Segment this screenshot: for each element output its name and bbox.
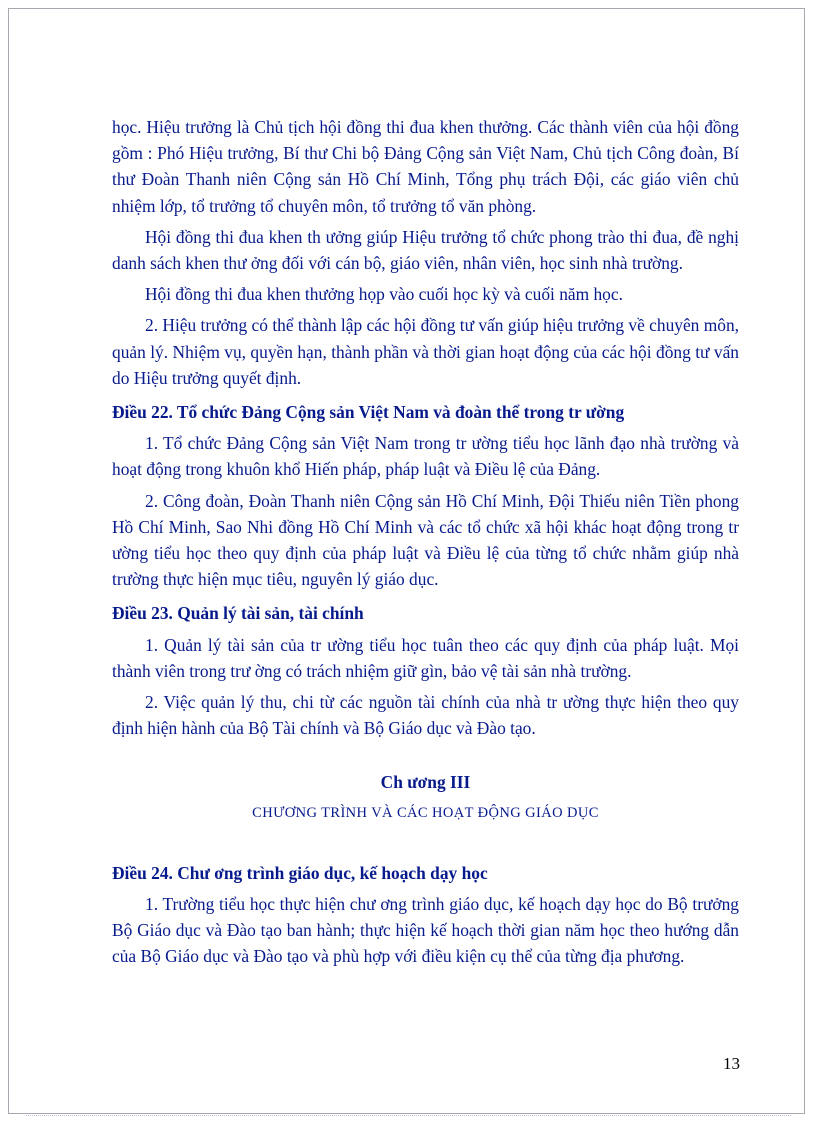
paragraph-council-duties: Hội đồng thi đua khen th ưởng giúp Hiệu trưởng tổ chức phong trào thi đua, đề nghị danh sách khen thư ởng đối với cán bộ, giáo viên, nhân viên, học sinh nhà trường. — [112, 226, 739, 274]
paragraph-council-meetings: Hội đồng thi đua khen thưởng họp vào cuối học kỳ và cuối năm học. — [145, 284, 623, 305]
article-23-heading: Điều 23. Quản lý tài sản, tài chính — [112, 603, 364, 624]
article-24-heading: Điều 24. Chư ơng trình giáo dục, kế hoạch dạy học — [112, 862, 488, 883]
paragraph-finance-management: 2. Việc quản lý thu, chi từ các nguồn tài chính của nhà tr ường thực hiện theo quy định hiện hành của Bộ Tài chính và Bộ Giáo dục và Đào tạo. — [112, 692, 739, 739]
paragraph-council-members: học. Hiệu trưởng là Chủ tịch hội đồng thi đua khen thưởng. Các thành viên của hội đồng gồm : Phó Hiệu trưởng, Bí thư Chi bộ Đảng Cộng sản Việt Nam, Chủ tịch Công đoàn, Bí thư Đoàn Thanh niên Cộng sản Hồ Chí Minh, Tổng phụ trách Đội, các giáo viên chủ nhiệm lớp, tổ trưởng tổ chuyên môn, tổ trưởng tổ văn phòng. — [112, 117, 739, 216]
paragraph-curriculum: 1. Trường tiểu học thực hiện chư ơng trình giáo dục, kế hoạch dạy học do Bộ trưởng Bộ Giáo dục và Đào tạo ban hành; thực hiện kế hoạch thời gian năm học theo hướng dẫn của Bộ Giáo dục và Đào tạo và phù hợp với điều kiện cụ thể của từng địa phương. — [112, 894, 739, 967]
bottom-dotted-rule — [26, 1115, 791, 1116]
article-22-heading: Điều 22. Tổ chức Đảng Cộng sản Việt Nam và đoàn thể trong tr ường — [112, 402, 625, 423]
document-body — [112, 114, 739, 970]
paragraph-advisory-councils: 2. Hiệu trưởng có thể thành lập các hội đồng tư vấn giúp hiệu trưởng về chuyên môn, quản lý. Nhiệm vụ, quyền hạn, thành phần và thời gian hoạt động của các hội đồng tư vấn do Hiệu trưởng quyết định. — [112, 315, 739, 388]
paragraph-mass-organizations: 2. Công đoàn, Đoàn Thanh niên Cộng sản Hồ Chí Minh, Đội Thiếu niên Tiền phong Hồ Chí Minh, Sao Nhi đồng Hồ Chí Minh và các tổ chức xã hội khác hoạt động trong tr ường tiểu học theo quy định của pháp luật và Điều lệ của từng tổ chức nhằm giúp nhà trường thực hiện mục tiêu, nguyên lý giáo dục. — [112, 490, 739, 590]
paragraph-party-organization: 1. Tổ chức Đảng Cộng sản Việt Nam trong tr ường tiểu học lãnh đạo nhà trường và hoạt động trong khuôn khổ Hiến pháp, pháp luật và Điều lệ của Đảng. — [112, 433, 739, 480]
paragraph-asset-management: 1. Quản lý tài sản của tr ường tiểu học tuân theo các quy định của pháp luật. Mọi thành viên trong trư ờng có trách nhiệm giữ gìn, bảo vệ tài sản nhà trường. — [112, 634, 739, 681]
page-number: 13 — [723, 1054, 740, 1073]
chapter-subtitle: CHƯƠNG TRÌNH VÀ CÁC HOẠT ĐỘNG GIÁO DỤC — [252, 804, 599, 821]
chapter-title: Ch ương III — [380, 772, 471, 793]
